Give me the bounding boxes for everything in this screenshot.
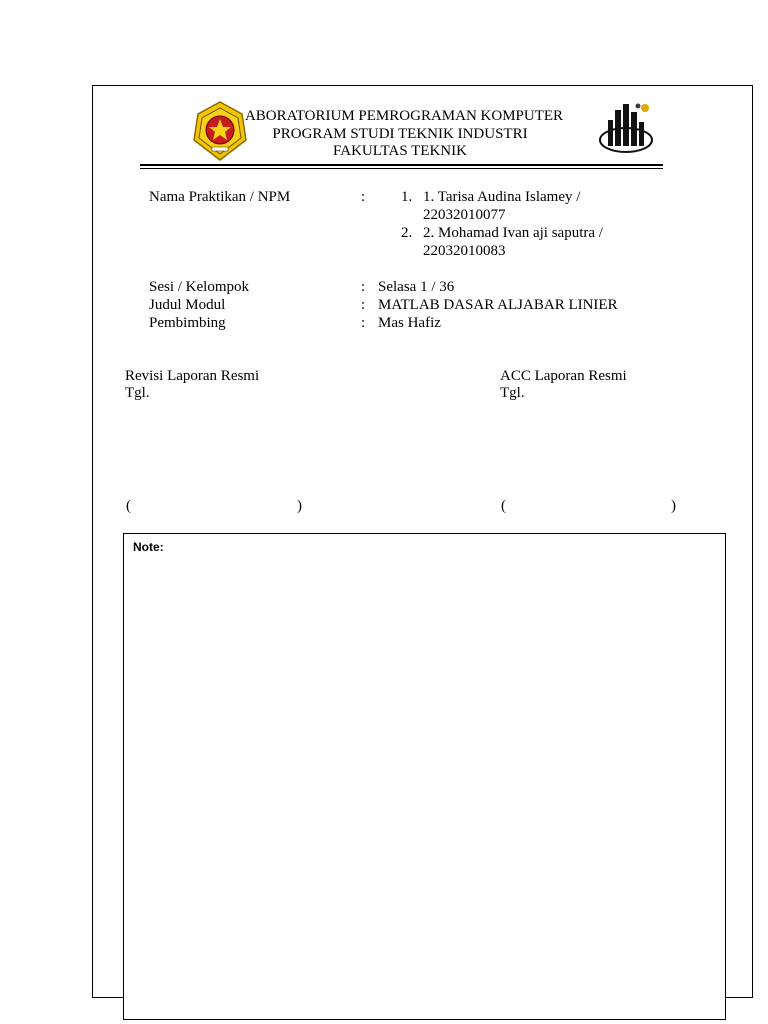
header-line-lab: ABORATORIUM PEMROGRAMAN KOMPUTER (244, 108, 564, 124)
pembimbing-value: Mas Hafiz (378, 315, 441, 331)
lab-building-logo-icon (596, 98, 656, 158)
judul-modul-value: MATLAB DASAR ALJABAR LINIER (378, 297, 618, 313)
member-name: 1. Tarisa Audina Islamey / (423, 189, 581, 205)
sesi-kelompok-value: Selasa 1 / 36 (378, 279, 455, 295)
judul-modul-label: Judul Modul (149, 297, 226, 313)
pembimbing-label: Pembimbing (149, 315, 226, 331)
member-number: 2. (401, 225, 413, 241)
revisi-signature-close-paren: ) (297, 498, 302, 514)
nama-praktikan-label: Nama Praktikan / NPM (149, 189, 291, 205)
sesi-kelompok-label: Sesi / Kelompok (149, 279, 249, 295)
nama-colon: : (361, 189, 366, 205)
judul-colon: : (361, 297, 366, 313)
member-npm: 22032010083 (423, 243, 506, 259)
member-item (401, 224, 603, 260)
header-line-program: PROGRAM STUDI TEKNIK INDUSTRI (272, 125, 528, 142)
revisi-tgl-label: Tgl. (125, 385, 150, 401)
acc-signature-close-paren: ) (671, 498, 676, 514)
acc-laporan-title: ACC Laporan Resmi (500, 368, 627, 384)
pembimbing-colon: : (361, 315, 366, 331)
member-npm: 22032010077 (423, 207, 506, 223)
revisi-signature-open-paren: ( (126, 498, 131, 514)
member-number: 1. (401, 189, 413, 205)
sesi-colon: : (361, 279, 366, 295)
lab-header (240, 108, 564, 161)
note-label: Note: (133, 540, 164, 554)
header-rule-thin (140, 168, 663, 169)
member-name: 2. Mohamad Ivan aji saputra / (423, 225, 603, 241)
member-item (401, 188, 580, 224)
acc-tgl-label: Tgl. (500, 385, 525, 401)
header-line-faculty: FAKULTAS TEKNIK (333, 143, 467, 159)
header-rule-thick (140, 164, 663, 166)
revisi-laporan-title: Revisi Laporan Resmi (125, 368, 260, 384)
note-box[interactable] (123, 533, 726, 1020)
acc-signature-open-paren: ( (501, 498, 506, 514)
